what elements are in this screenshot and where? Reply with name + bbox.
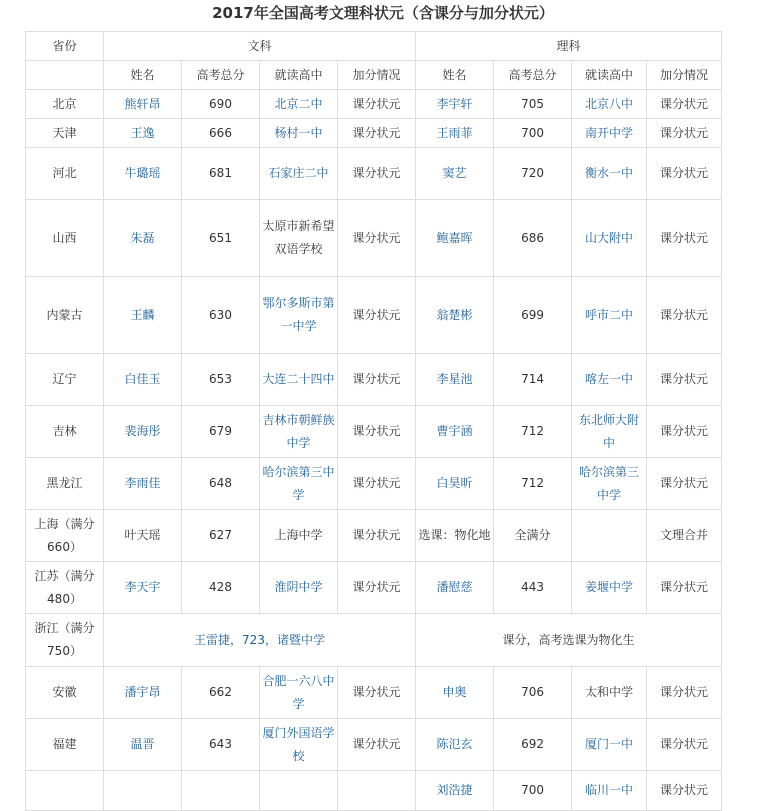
province-cell: 吉林 xyxy=(26,406,104,458)
arts-score-cell: 627 xyxy=(182,510,260,562)
arts-school-cell[interactable]: 北京二中 xyxy=(260,90,338,119)
province-cell: 安徽 xyxy=(26,667,104,719)
science-school-cell[interactable]: 北京八中 xyxy=(572,90,647,119)
table-row xyxy=(26,90,722,119)
arts-bonus-cell: 课分状元 xyxy=(338,354,416,406)
science-name-cell[interactable]: 陈氾玄 xyxy=(416,719,494,771)
arts-name-cell[interactable]: 熊轩昂 xyxy=(104,90,182,119)
science-bonus-cell: 课分状元 xyxy=(647,771,722,811)
arts-school-cell[interactable]: 杨村一中 xyxy=(260,119,338,148)
arts-name-cell[interactable]: 潘宇昂 xyxy=(104,667,182,719)
science-bonus-cell: 课分状元 xyxy=(647,458,722,510)
science-name-cell[interactable]: 窦艺 xyxy=(416,148,494,200)
arts-bonus-cell: 课分状元 xyxy=(338,200,416,277)
arts-name-cell[interactable]: 王逸 xyxy=(104,119,182,148)
science-name-cell[interactable]: 刘浩捷 xyxy=(416,771,494,811)
science-score-cell: 712 xyxy=(494,458,572,510)
science-school-cell[interactable]: 喀左一中 xyxy=(572,354,647,406)
province-cell: 江苏（满分480） xyxy=(26,562,104,614)
science-merged-cell: 课分，高考选课为物化生 xyxy=(416,614,722,667)
science-score-cell: 714 xyxy=(494,354,572,406)
column-header: 高考总分 xyxy=(494,61,572,90)
arts-bonus-cell: 课分状元 xyxy=(338,510,416,562)
table-row xyxy=(26,458,722,510)
table-body xyxy=(26,32,722,811)
province-cell: 上海（满分660） xyxy=(26,510,104,562)
arts-school-cell xyxy=(260,771,338,811)
column-header: 加分情况 xyxy=(338,61,416,90)
group-header-row xyxy=(26,32,722,61)
science-score-cell: 700 xyxy=(494,119,572,148)
science-school-cell[interactable]: 临川一中 xyxy=(572,771,647,811)
province-cell: 山西 xyxy=(26,200,104,277)
arts-score-cell: 630 xyxy=(182,277,260,354)
province-cell: 浙江（满分750） xyxy=(26,614,104,667)
arts-score-cell: 648 xyxy=(182,458,260,510)
science-bonus-cell: 课分状元 xyxy=(647,90,722,119)
science-bonus-cell: 课分状元 xyxy=(647,119,722,148)
science-school-cell[interactable]: 哈尔滨第三中学 xyxy=(572,458,647,510)
science-score-cell: 712 xyxy=(494,406,572,458)
science-name-cell[interactable]: 李宇轩 xyxy=(416,90,494,119)
arts-bonus-cell: 课分状元 xyxy=(338,562,416,614)
science-bonus-cell: 课分状元 xyxy=(647,667,722,719)
science-name-cell[interactable]: 白昊昕 xyxy=(416,458,494,510)
science-school-cell[interactable]: 南开中学 xyxy=(572,119,647,148)
science-score-cell: 443 xyxy=(494,562,572,614)
arts-score-cell: 690 xyxy=(182,90,260,119)
science-school-cell xyxy=(572,510,647,562)
arts-score-cell: 643 xyxy=(182,719,260,771)
science-bonus-cell: 课分状元 xyxy=(647,719,722,771)
arts-school-cell[interactable]: 合肥一六八中学 xyxy=(260,667,338,719)
arts-name-cell[interactable]: 朱磊 xyxy=(104,200,182,277)
arts-school-cell[interactable]: 淮阴中学 xyxy=(260,562,338,614)
province-header: 省份 xyxy=(26,32,104,61)
champions-table xyxy=(25,31,722,811)
column-header: 加分情况 xyxy=(647,61,722,90)
arts-school-cell[interactable]: 鄂尔多斯市第一中学 xyxy=(260,277,338,354)
science-bonus-cell: 课分状元 xyxy=(647,148,722,200)
arts-school-cell: 上海中学 xyxy=(260,510,338,562)
province-cell: 福建 xyxy=(26,719,104,771)
science-school-cell[interactable]: 厦门一中 xyxy=(572,719,647,771)
science-header: 理科 xyxy=(416,32,722,61)
science-bonus-cell: 文理合并 xyxy=(647,510,722,562)
science-school-cell[interactable]: 山大附中 xyxy=(572,200,647,277)
column-header: 姓名 xyxy=(104,61,182,90)
table-row xyxy=(26,148,722,200)
science-bonus-cell: 课分状元 xyxy=(647,562,722,614)
arts-name-cell[interactable]: 裴海彤 xyxy=(104,406,182,458)
science-school-cell[interactable]: 姜堰中学 xyxy=(572,562,647,614)
arts-school-cell[interactable]: 石家庄二中 xyxy=(260,148,338,200)
table-row xyxy=(26,719,722,771)
table-row xyxy=(26,510,722,562)
province-cell: 北京 xyxy=(26,90,104,119)
province-cell: 黑龙江 xyxy=(26,458,104,510)
province-cell: 辽宁 xyxy=(26,354,104,406)
arts-school-cell: 太原市新希望双语学校 xyxy=(260,200,338,277)
arts-bonus-cell: 课分状元 xyxy=(338,458,416,510)
arts-school-cell[interactable]: 厦门外国语学校 xyxy=(260,719,338,771)
table-row xyxy=(26,200,722,277)
science-name-cell[interactable]: 曹宇涵 xyxy=(416,406,494,458)
arts-bonus-cell: 课分状元 xyxy=(338,406,416,458)
science-score-cell: 699 xyxy=(494,277,572,354)
science-score-cell: 706 xyxy=(494,667,572,719)
science-bonus-cell: 课分状元 xyxy=(647,354,722,406)
arts-name-cell[interactable]: 李雨佳 xyxy=(104,458,182,510)
page-title: 2017年全国高考文理科状元（含课分与加分状元） xyxy=(212,4,554,22)
province-cell: 内蒙古 xyxy=(26,277,104,354)
table-row xyxy=(26,277,722,354)
science-name-cell[interactable]: 翁楚彬 xyxy=(416,277,494,354)
science-name-cell[interactable]: 鲍嘉晖 xyxy=(416,200,494,277)
province-cell: 天津 xyxy=(26,119,104,148)
science-school-cell: 太和中学 xyxy=(572,667,647,719)
table-row xyxy=(26,562,722,614)
arts-school-cell[interactable]: 吉林市朝鲜族中学 xyxy=(260,406,338,458)
science-name-cell: 选课：物化地 xyxy=(416,510,494,562)
science-school-cell[interactable]: 东北师大附中 xyxy=(572,406,647,458)
science-name-cell[interactable]: 王雨菲 xyxy=(416,119,494,148)
table-row xyxy=(26,119,722,148)
arts-bonus-cell: 课分状元 xyxy=(338,277,416,354)
column-header: 姓名 xyxy=(416,61,494,90)
science-score-cell: 全满分 xyxy=(494,510,572,562)
arts-bonus-cell: 课分状元 xyxy=(338,90,416,119)
arts-school-cell[interactable]: 哈尔滨第三中学 xyxy=(260,458,338,510)
empty-header-cell xyxy=(26,61,104,90)
science-bonus-cell: 课分状元 xyxy=(647,277,722,354)
science-name-cell[interactable]: 潘慰慈 xyxy=(416,562,494,614)
arts-name-cell[interactable]: 牛璐瑶 xyxy=(104,148,182,200)
science-bonus-cell: 课分状元 xyxy=(647,406,722,458)
science-score-cell: 700 xyxy=(494,771,572,811)
column-header: 就读高中 xyxy=(260,61,338,90)
arts-score-cell xyxy=(182,771,260,811)
science-score-cell: 705 xyxy=(494,90,572,119)
table-row xyxy=(26,406,722,458)
science-score-cell: 692 xyxy=(494,719,572,771)
arts-score-cell: 679 xyxy=(182,406,260,458)
arts-bonus-cell: 课分状元 xyxy=(338,667,416,719)
arts-name-cell[interactable]: 李天宇 xyxy=(104,562,182,614)
column-header: 高考总分 xyxy=(182,61,260,90)
arts-name-cell[interactable]: 温晋 xyxy=(104,719,182,771)
science-name-cell[interactable]: 申奥 xyxy=(416,667,494,719)
table-row xyxy=(26,614,722,667)
province-cell: 河北 xyxy=(26,148,104,200)
arts-school-cell[interactable]: 大连二十四中 xyxy=(260,354,338,406)
arts-name-cell[interactable]: 白佳玉 xyxy=(104,354,182,406)
science-name-cell[interactable]: 李星池 xyxy=(416,354,494,406)
science-school-cell[interactable]: 呼市二中 xyxy=(572,277,647,354)
table-row xyxy=(26,667,722,719)
science-school-cell[interactable]: 衡水一中 xyxy=(572,148,647,200)
arts-name-cell[interactable]: 王麟 xyxy=(104,277,182,354)
arts-bonus-cell xyxy=(338,771,416,811)
table-row xyxy=(26,354,722,406)
science-bonus-cell: 课分状元 xyxy=(647,200,722,277)
arts-name-cell: 叶天瑶 xyxy=(104,510,182,562)
arts-bonus-cell: 课分状元 xyxy=(338,119,416,148)
arts-bonus-cell: 课分状元 xyxy=(338,148,416,200)
science-score-cell: 720 xyxy=(494,148,572,200)
arts-merged-cell[interactable]: 王雷捷，723，诸暨中学 xyxy=(104,614,416,667)
arts-bonus-cell: 课分状元 xyxy=(338,719,416,771)
arts-score-cell: 681 xyxy=(182,148,260,200)
arts-score-cell: 651 xyxy=(182,200,260,277)
province-cell xyxy=(26,771,104,811)
science-score-cell: 686 xyxy=(494,200,572,277)
arts-score-cell: 666 xyxy=(182,119,260,148)
arts-header: 文科 xyxy=(104,32,416,61)
column-header-row xyxy=(26,61,722,90)
table-row xyxy=(26,771,722,811)
column-header: 就读高中 xyxy=(572,61,647,90)
arts-score-cell: 662 xyxy=(182,667,260,719)
arts-score-cell: 428 xyxy=(182,562,260,614)
arts-score-cell: 653 xyxy=(182,354,260,406)
arts-name-cell xyxy=(104,771,182,811)
